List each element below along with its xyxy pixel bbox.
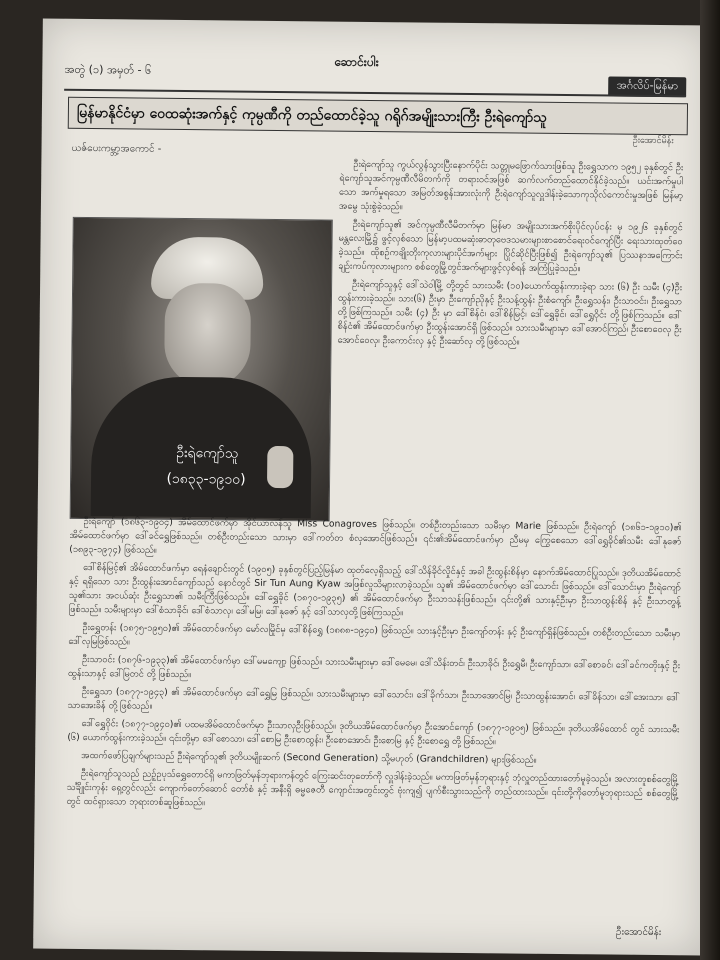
article-kicker: ယဇ်ပေးကမ္ဘာ့အကောင် - — [71, 142, 162, 155]
full-paragraph-3: ဦးရွှေတန်း (၁၈၇၅-၁၉၅၀)၏ အိမ်ထောင်ဖက်မှာ မော်လမြိုင်မှ ဒေါ်စိန်ရွှေ (၁၈၈၈-၁၉၄၀) ဖြစ်သည်။ သားနှင့်ဦးမှာ ဦးကျော်တန်း နှင့် ဦးကျော်ရှိန်ဖြစ်သည်။ တစ်ဦးတည်းသော သမီးမှာ ဒေါ်လှမြဖြစ်သည်။ — [68, 621, 681, 648]
section-label: ဆောင်းပါး — [334, 54, 379, 70]
newspaper-page — [33, 19, 711, 956]
photo-caption-years: (၁၈၃၃-၁၉၁၀) — [166, 470, 246, 488]
article-title: မြန်မာနိုင်ငံမှာ ဝေထဆုံးအက်နှင့် ကုမ္ပဏီကို တည်ထောင်ခဲ့သူ ဂရိုဂ်အမျိုးသားကြီး ဦးရဲကျော်သူ — [68, 97, 688, 135]
photo-background-edge — [700, 0, 720, 960]
right-paragraph-3: ဦးရဲကျော်သူနှင့် ဒေါ်သဲဝါမြို့ တို့တွင် သားသမီး (၁၀)ယောက်ထွန်းကားခဲ့ရာ သား (၆) ဦး သမီး (၄)ဦး ထွန်းကားခဲ့သည်။ သား(၆) ဦးမှာ ဦးကျော်ညိုနှင့် ဦးသန့်ထွန်း ဦးစံကျော်၊ ဦးရွှေသန်း၊ ဦးသာဝင်း၊ ဦးရွှေသာ တို့ဖြစ်ကြသည်။ သမီး (၄) ဦး မှာ ဒေါ်စိန်ငံ၊ ဒေါ်စိန်မြင့်၊ ဒေါ်ရွှေခိုင်၊ ဒေါ်ရွှေဝိုင်း တို့ဖြစ်ကြသည်။ ဒေါ်စိန်ငံ၏ အိမ်ထောင်ဖက်မှာ ဦးထွန်းအောင်ရှိ ဖြစ်သည်။ သားသမီးများမှာ ဒေါ်အောင်ကြည်၊ ဦးစောဝေလှ ဦးအောင်ဝေလှ၊ ဦးကောင်းလှ နှင့် ဦးဆော်လှ တို့ဖြစ်သည်။ — [337, 278, 683, 348]
full-paragraph-1: ဦးရဲကျော် (၁၈၆၃-၁၉၀၄) အိမ်ထောင်ဖက်မှာ အိုင်ယာလန်သူ Miss Conagroves ဖြစ်သည်။ တစ်ဦးတည်းသော သမီးမှာ Marie ဖြစ်သည်။ ဦးရဲကျော် (၁၈၆၁-၁၉၁၀)၏ အိမ်ထောင်ဖက်မှာ ဒေါ်ခင်ရွှေဖြစ်သည်။ တစ်ဦးတည်းသော သားမှာ ဒေါ်ကတ်တ စံလှအောင်ဖြစ်သည်။ ၎င်း၏အိမ်ထောင်ဖက်မှာ ညီမမှ ကြွေစေသော ဒေါ်ရွှေခိုင်၏သမီး ဒေါ်နုဇော် (၁၈၉၃-၁၉၇၄) ဖြစ်သည်။ — [69, 515, 682, 556]
full-paragraph-5: ဦးရွှေသာ (၁၈၇၇-၁၉၄၃) ၏ အိမ်ထောင်ဖက်မှာ ဒေါ်ရွှေမြ ဖြစ်သည်။ သားသမီးများမှာ ဒေါ်သောင်း၊ ဒေါ်ခိုက်သာ၊ ဦးသာအောင်မြ၊ ဦးသာထွန်းအောင်၊ ဒေါ်ခိန်သာ၊ ဒေါ်အေးသာ၊ ဒေါ်သာအေးခိန် တို့ဖြစ်သည်။ — [67, 685, 680, 712]
portrait-face — [164, 283, 251, 388]
column-tag: အင်္ဂလိပ်-မြန်မာ — [609, 76, 687, 97]
issue-number: အတွဲ (၁) အမှတ် - ၆ — [64, 62, 152, 77]
full-paragraph-8: ဦးရဲကျော်သူသည် ညဉ့်ဥပုသ်ရွှေတောင်ရှိ မကာဖြတ်မှန်ဘုရားကန်တွင် ကြေးဆင်းတုတော်ကို လှူဒါန်းခဲ့သည်။ မကာဖြတ်မှန်ဘုရားနှင့် ဘုံလှူတည်ထားတော်မူခဲ့သည်။ အလားတူစစ်တွေမြို့သင်္ချိုင်းကုန်း ရှေ့တွင်လည်း ကျောက်တော်ဆောင် တော်စံ နှင့် အနီးရှိ ဓမ္မဇေတီ ကျောင်းအတွင်းတွင် ဗုံးကျ၍ ပျက်စီးသွားသည်ကို တည်ထားသည်။ ၎င်းတို့ကိုတော်မူဘုရားသည် စစ်တွေမြို့တွင် ထင်ရှားသော ဘုရားတစ်ဆူဖြစ်သည်။ — [66, 767, 680, 809]
header-divider — [64, 89, 686, 98]
full-paragraph-7: အထက်ဖော်ပြချက်များသည် ဦးရဲကျော်သူ၏ ဒုတိယမျိုးဆက် (Second Generation) သို့မဟုတ် (Grandchildren) များဖြစ်သည်။ — [81, 749, 537, 766]
right-column-text — [337, 158, 683, 356]
full-paragraph-4: ဦးသာဝင်း (၁၈၇၆-၁၉၃၃)၏ အိမ်ထောင်ဖက်မှာ ဒေါ်မမကျော့ ဖြစ်သည်။ သားသမီးများမှာ ဒေါ်မေမေ၊ ဒေါ်သိန်းတင်၊ ဦးသာခိုင်၊ ဦးရွှေမီ၊ ဦးကျော်သာ၊ ဒေါ်စောခင်၊ ဒေါ်ခင်ကတိုးနှင့် ဦးထွန်းသာနှင့် ဒေါ်မြတင် တို့ ဖြစ်သည်။ — [67, 653, 681, 681]
photo-caption-name: ဦးရဲကျော်သူ — [176, 444, 239, 462]
right-paragraph-2: ဦးရဲကျော်သူ၏ အင်ကုမ္ပဏီလီမိတက်မှာ မြန်မာ အမျိုးသားအက်စိုးပိုင်လုပ်ငန်း မှ ၁၉၂၆ ခုနှစ်တွင် မန္တလေးမြို့၌ ဖွင့်လှစ်သော မြန်မာ့ပထမဆုံးဓာတုဗေဒသမားများစာစောင်ရေးဝင်ကျော်ပြီး ရေးသားထုတ်ဝေခဲ့သည်။ ထိုစဉ်ကချိုးတိုးကုလားများပိုင်အက်များ ပြိုင်ဆိုင်ပြီးဖြစ်၍ ဦးရဲကျော်သူ၏ ပြဿနာအကြောင်း ချဉ်းကပ်ကုလားများက စစ်တွေမြို့တွင်အက်များဖွင့်လှစ်ရန် အကြံပြုခဲ့သည်။ — [338, 218, 683, 275]
full-paragraph-6: ဒေါ်ရွှေဝိုင်း (၁၈၇၇-၁၉၄၀)၏ ပထမအိမ်ထောင်ဖက်မှာ ဦးသာလှဦးဖြစ်သည်။ ဒုတိယအိမ်ထောင်ဖက်မှာ ဦးအောင်ကျော် (၁၈၇၇-၁၉၀၅) ဖြစ်သည်။ ဒုတိယအိမ်ထောင် တွင် သားသမီး (၆) ယောက်ထွန်းကားခဲ့သည်။ ၎င်းတို့မှာ ဒေါ်စောသာ၊ ဒေါ်စောမြ ဦးစောထွန်း၊ ဦးစောအောင်၊ ဦးစောမြ နှင့် ဦးစောရွှေ တို့ဖြစ်သည်။ — [67, 717, 680, 748]
article-byline: ဦးအောင်မိန်း — [632, 135, 674, 147]
right-paragraph-1: ဦးရဲကျော်သူ ကွယ်လွန်သွားပြီးနောက်ပိုင်း သတ္တုမဖြောက်သားဖြစ်သူ ဦးရွှေသာက ၁၉၅၂ ခုနှစ်တွင် ဦးရဲကျော်သူအင်ကုမ္ပဏီလီမိတက်ကို တရားဝင်အဖြစ် ဆက်လက်တည်ထောင်နိုင်ခဲ့သည်။ ယင်းအက်မှုပါသော အက်မှုရသော အမြတ်အစွန်းအားလုံးကို ဦးရဲကျော်သူလှူဒါန်းခဲ့သောကုသိုလ်ကောင်းမှုအဖြစ် မြန်မာ့အမွေ သုံးစွဲခဲ့သည်။ — [338, 158, 684, 213]
portrait-photo — [70, 217, 333, 522]
full-paragraph-2: ဒေါ်စိန်မြင့်၏ အိမ်ထောင်ဖက်မှာ ရေနံချောင်းတွင် (၁၉၀၅) ခုနှစ်တွင်ပြည့်မြန်မာ ထုတ်လေ့ရှိသည့် ဒေါ်သိန်ခိုင်လှိုင်နှင့် အခါ ဦးထွန်းစိန်မှာ နောက်အိမ်ထောင်ပြုသည်။ ဒုတိယအိမ်ထောင်နှင့် ရရှိသော သား ဦးထွန်းအောင်ကျော်သည် နောင်တွင် Sir Tun Aung Kyaw အဖြစ်လူသိများလာခဲ့သည်။ သူ၏ အိမ်ထောင်ဖက်မှာ ဒေါ်သောင်း ဖြစ်သည်။ ဒေါ်သောင်းမှာ ဦးရဲကျော်သူ၏သား အငယ်ဆုံး ဦးရွှေသာ၏ သမီးကြီးဖြစ်သည်။ ဒေါ်ရွှေခိုင် (၁၈၇၀-၁၉၃၅) ၏ အိမ်ထောင်ဖက်မှာ ဦးသာသန်းဖြစ်သည်။ ၎င်းတို့၏ သားနှင့်ဦးမှာ ဦးသာထွန်းစိန် နှင့် ဦးသာတွန့်ဖြစ်သည်။ သမီးများမှာ ဒေါ်စံသာခိုင်၊ ဒေါ်စံသာလှ၊ ဒေါ်မမြ၊ ဒေါ်နုဇော် နှင့် ဒေါ်သာလှတို့ဖြစ်ကြသည်။ — [68, 561, 682, 619]
full-width-text — [67, 515, 682, 819]
page-header — [64, 37, 686, 93]
footer-signature: ဦးအောင်မိန်း — [615, 926, 662, 939]
